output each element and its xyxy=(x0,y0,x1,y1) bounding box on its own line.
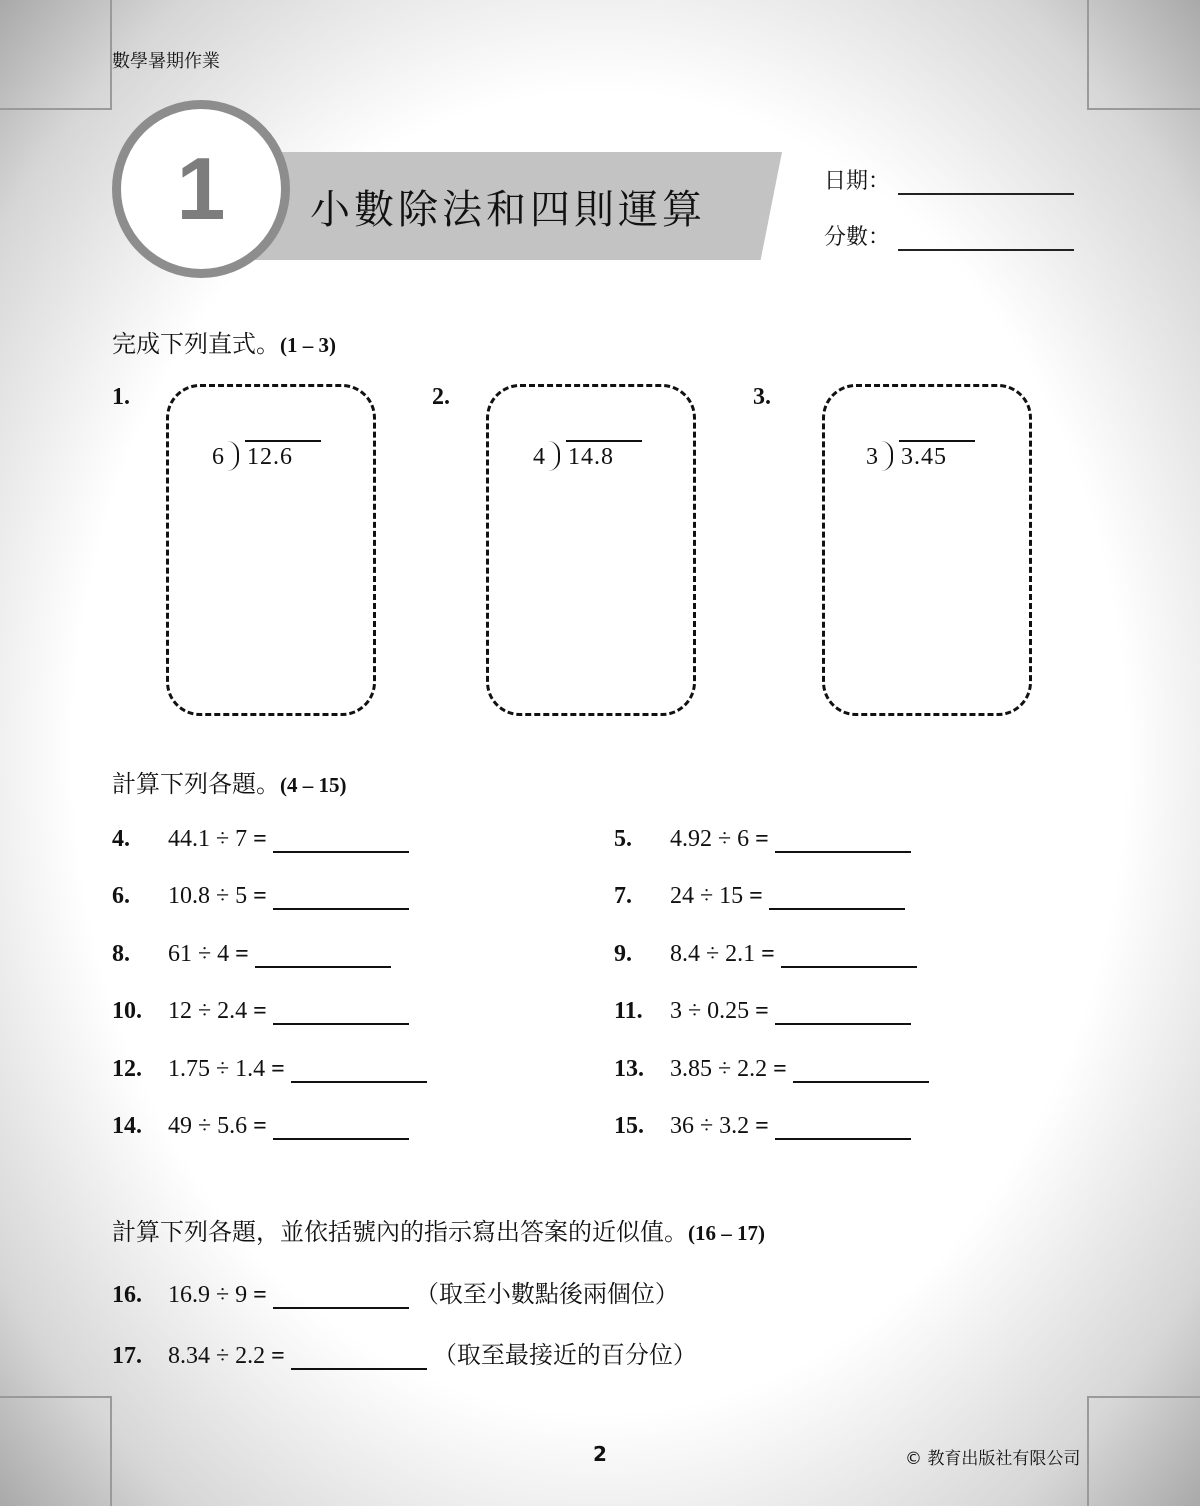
score-blank[interactable] xyxy=(898,229,1074,251)
expression: 61 ÷ 4 xyxy=(168,941,230,967)
section-2-range: (4 – 15) xyxy=(280,773,347,797)
answer-blank[interactable] xyxy=(291,1059,427,1083)
crop-mark xyxy=(1087,0,1089,110)
section-3-range: (16 – 17) xyxy=(688,1221,765,1245)
score-label: 分數： xyxy=(824,225,891,250)
question-number: 2. xyxy=(432,384,450,410)
dividend: 3.45 xyxy=(899,440,975,471)
long-division xyxy=(866,440,975,471)
question-number: 13. xyxy=(614,1056,644,1082)
long-division xyxy=(533,440,642,471)
question-row xyxy=(614,883,905,910)
equals-sign: = xyxy=(253,998,267,1024)
working-box[interactable] xyxy=(166,384,376,716)
equals-sign: = xyxy=(271,1343,285,1369)
division-bracket xyxy=(881,441,893,471)
question-row xyxy=(112,826,409,853)
expression: 8.4 ÷ 2.1 xyxy=(670,941,756,967)
equals-sign: = xyxy=(749,883,763,909)
question-row xyxy=(614,1113,911,1140)
expression: 3.85 ÷ 2.2 xyxy=(670,1056,768,1082)
equals-sign: = xyxy=(253,1113,267,1139)
equals-sign: = xyxy=(773,1056,787,1082)
expression: 44.1 ÷ 7 xyxy=(168,826,248,852)
page-number: 2 xyxy=(593,1442,607,1466)
equals-sign: = xyxy=(253,1282,267,1308)
date-field[interactable] xyxy=(824,164,1074,195)
question-row xyxy=(112,1335,697,1370)
expression: 3 ÷ 0.25 xyxy=(670,998,750,1024)
section-1-instruction xyxy=(112,324,336,359)
crop-mark xyxy=(110,1396,112,1506)
chapter-number-badge: 1 xyxy=(112,100,290,278)
expression: 49 ÷ 5.6 xyxy=(168,1113,248,1139)
division-bracket xyxy=(227,441,239,471)
expression: 24 ÷ 15 xyxy=(670,883,744,909)
crop-mark xyxy=(0,1396,112,1398)
answer-blank[interactable] xyxy=(781,944,917,968)
question-row xyxy=(112,883,409,910)
equals-sign: = xyxy=(253,826,267,852)
expression: 16.9 ÷ 9 xyxy=(168,1282,248,1308)
date-blank[interactable] xyxy=(898,173,1074,195)
question-row xyxy=(614,1056,929,1083)
question-number: 3. xyxy=(753,384,771,410)
section-2-text: 計算下列各題。 xyxy=(112,770,280,798)
date-label: 日期： xyxy=(824,169,891,194)
rounding-hint: （取至小數點後兩個位） xyxy=(414,1280,679,1308)
question-number: 14. xyxy=(112,1113,142,1139)
crop-mark xyxy=(1087,1396,1200,1398)
score-field[interactable] xyxy=(824,220,1074,251)
expression: 4.92 ÷ 6 xyxy=(670,826,750,852)
division-bracket xyxy=(548,441,560,471)
long-division xyxy=(212,440,321,471)
question-number: 4. xyxy=(112,826,130,852)
question-row xyxy=(614,826,911,853)
question-row xyxy=(614,941,917,968)
expression: 36 ÷ 3.2 xyxy=(670,1113,750,1139)
copyright-notice: © 教育出版社有限公司 xyxy=(905,1449,1081,1469)
answer-blank[interactable] xyxy=(775,1116,911,1140)
answer-blank[interactable] xyxy=(273,829,409,853)
section-3-instruction xyxy=(112,1212,765,1247)
equals-sign: = xyxy=(755,998,769,1024)
question-number: 7. xyxy=(614,883,632,909)
equals-sign: = xyxy=(271,1056,285,1082)
section-2-instruction xyxy=(112,764,347,799)
equals-sign: = xyxy=(755,1113,769,1139)
expression: 1.75 ÷ 1.4 xyxy=(168,1056,266,1082)
question-number: 17. xyxy=(112,1343,142,1369)
rounding-hint: （取至最接近的百分位） xyxy=(432,1341,697,1369)
question-row xyxy=(112,1274,679,1309)
question-number: 9. xyxy=(614,941,632,967)
question-number: 12. xyxy=(112,1056,142,1082)
answer-blank[interactable] xyxy=(793,1059,929,1083)
question-row xyxy=(112,1113,409,1140)
question-number: 16. xyxy=(112,1282,142,1308)
question-number: 5. xyxy=(614,826,632,852)
dividend: 14.8 xyxy=(566,440,642,471)
answer-blank[interactable] xyxy=(769,886,905,910)
crop-mark xyxy=(1087,1396,1089,1506)
question-number: 11. xyxy=(614,998,643,1024)
answer-blank[interactable] xyxy=(273,886,409,910)
answer-blank[interactable] xyxy=(273,1001,409,1025)
dividend: 12.6 xyxy=(245,440,321,471)
question-number: 10. xyxy=(112,998,142,1024)
expression: 8.34 ÷ 2.2 xyxy=(168,1343,266,1369)
equals-sign: = xyxy=(235,941,249,967)
equals-sign: = xyxy=(253,883,267,909)
question-row xyxy=(112,998,409,1025)
equals-sign: = xyxy=(761,941,775,967)
equals-sign: = xyxy=(755,826,769,852)
crop-mark xyxy=(0,108,112,110)
answer-blank[interactable] xyxy=(775,1001,911,1025)
book-title: 數學暑期作業 xyxy=(112,51,220,72)
answer-blank[interactable] xyxy=(273,1116,409,1140)
chapter-title: 小數除法和四則運算 xyxy=(310,187,706,232)
expression: 12 ÷ 2.4 xyxy=(168,998,248,1024)
section-3-text: 計算下列各題，並依括號內的指示寫出答案的近似值。 xyxy=(112,1218,688,1246)
divisor: 4 xyxy=(533,444,546,470)
answer-blank[interactable] xyxy=(273,1285,409,1309)
question-row xyxy=(112,941,391,968)
question-number: 8. xyxy=(112,941,130,967)
question-number: 15. xyxy=(614,1113,644,1139)
question-row xyxy=(614,998,911,1025)
expression: 10.8 ÷ 5 xyxy=(168,883,248,909)
question-row xyxy=(112,1056,427,1083)
crop-mark xyxy=(1087,108,1200,110)
section-1-range: (1 – 3) xyxy=(280,333,336,357)
question-number: 1. xyxy=(112,384,130,410)
section-1-text: 完成下列直式。 xyxy=(112,330,280,358)
working-box[interactable] xyxy=(822,384,1032,716)
answer-blank[interactable] xyxy=(291,1346,427,1370)
answer-blank[interactable] xyxy=(255,944,391,968)
answer-blank[interactable] xyxy=(775,829,911,853)
divisor: 3 xyxy=(866,444,879,470)
question-number: 6. xyxy=(112,883,130,909)
working-box[interactable] xyxy=(486,384,696,716)
divisor: 6 xyxy=(212,444,225,470)
